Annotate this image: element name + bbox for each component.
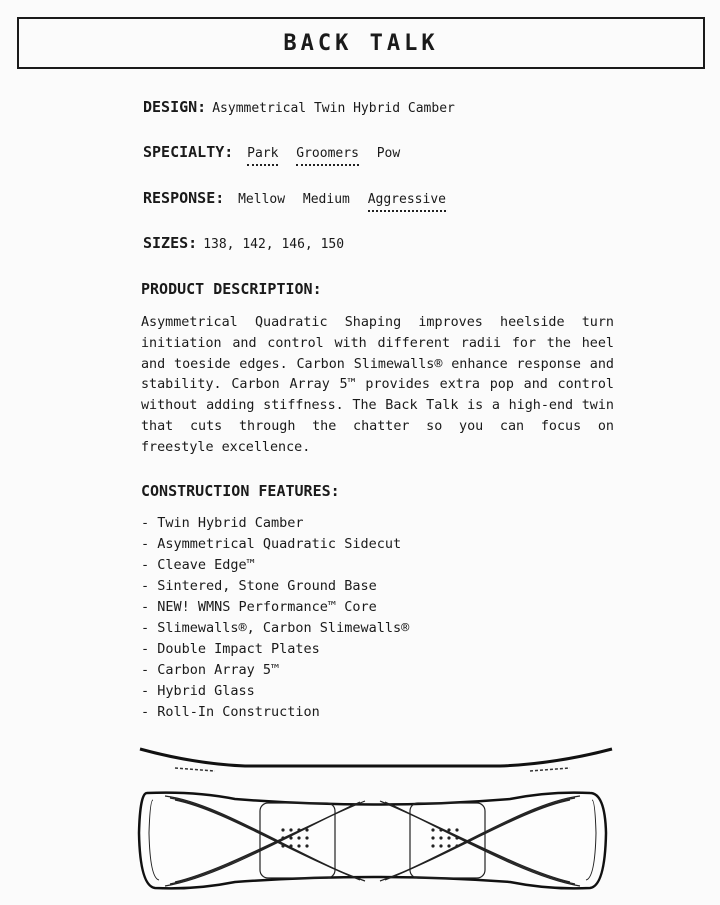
response-row xyxy=(143,189,456,212)
feature-item: - Slimewalls®, Carbon Slimewalls® xyxy=(141,620,410,636)
feature-item: - Sintered, Stone Ground Base xyxy=(141,578,377,594)
specialty-label: SPECIALTY: xyxy=(143,143,234,161)
design-row xyxy=(143,98,455,116)
specialty-row xyxy=(143,143,410,166)
title-box xyxy=(17,17,705,69)
specialty-option-groomers: Groomers xyxy=(296,146,359,166)
feature-item: - Asymmetrical Quadratic Sidecut xyxy=(141,536,402,552)
feature-item: - Roll-In Construction xyxy=(141,704,320,720)
response-option-medium: Medium xyxy=(302,192,350,207)
sizes-label: SIZES: xyxy=(143,234,198,252)
specialty-option-park: Park xyxy=(247,146,278,166)
feature-item: - NEW! WMNS Performance™ Core xyxy=(141,599,377,615)
sizes-row xyxy=(143,234,344,252)
description-text: Asymmetrical Quadratic Shaping improves heelside turn initiation and control with different radii for the heel and toeside edges. Carbon Slimewalls® enhance response and stability. Carbon Array 5™ provides extra pop and control without adding stiffness. The Back Talk is a high-end twin that cuts through the chatter so you can focus on freestyle excellence. xyxy=(141,315,614,455)
feature-item: - Twin Hybrid Camber xyxy=(141,515,304,531)
description-heading: PRODUCT DESCRIPTION: xyxy=(141,280,322,298)
design-label: DESIGN: xyxy=(143,98,207,116)
response-option-mellow: Mellow xyxy=(238,192,286,207)
specialty-option-pow: Pow xyxy=(376,146,401,161)
snowboard-profile xyxy=(140,749,612,771)
design-value: Asymmetrical Twin Hybrid Camber xyxy=(212,101,455,116)
feature-item: - Hybrid Glass xyxy=(141,683,255,699)
snowboard-base xyxy=(139,793,606,889)
response-label: RESPONSE: xyxy=(143,189,225,207)
feature-item: - Double Impact Plates xyxy=(141,641,320,657)
response-option-aggressive: Aggressive xyxy=(368,192,446,212)
construction-heading: CONSTRUCTION FEATURES: xyxy=(141,482,340,500)
page-title: BACK TALK xyxy=(283,30,439,56)
feature-item: - Cleave Edge™ xyxy=(141,557,255,573)
snowboard-illustration xyxy=(125,738,620,898)
sizes-value: 138, 142, 146, 150 xyxy=(203,237,345,252)
feature-item: - Carbon Array 5™ xyxy=(141,662,280,678)
feature-list xyxy=(141,513,409,723)
